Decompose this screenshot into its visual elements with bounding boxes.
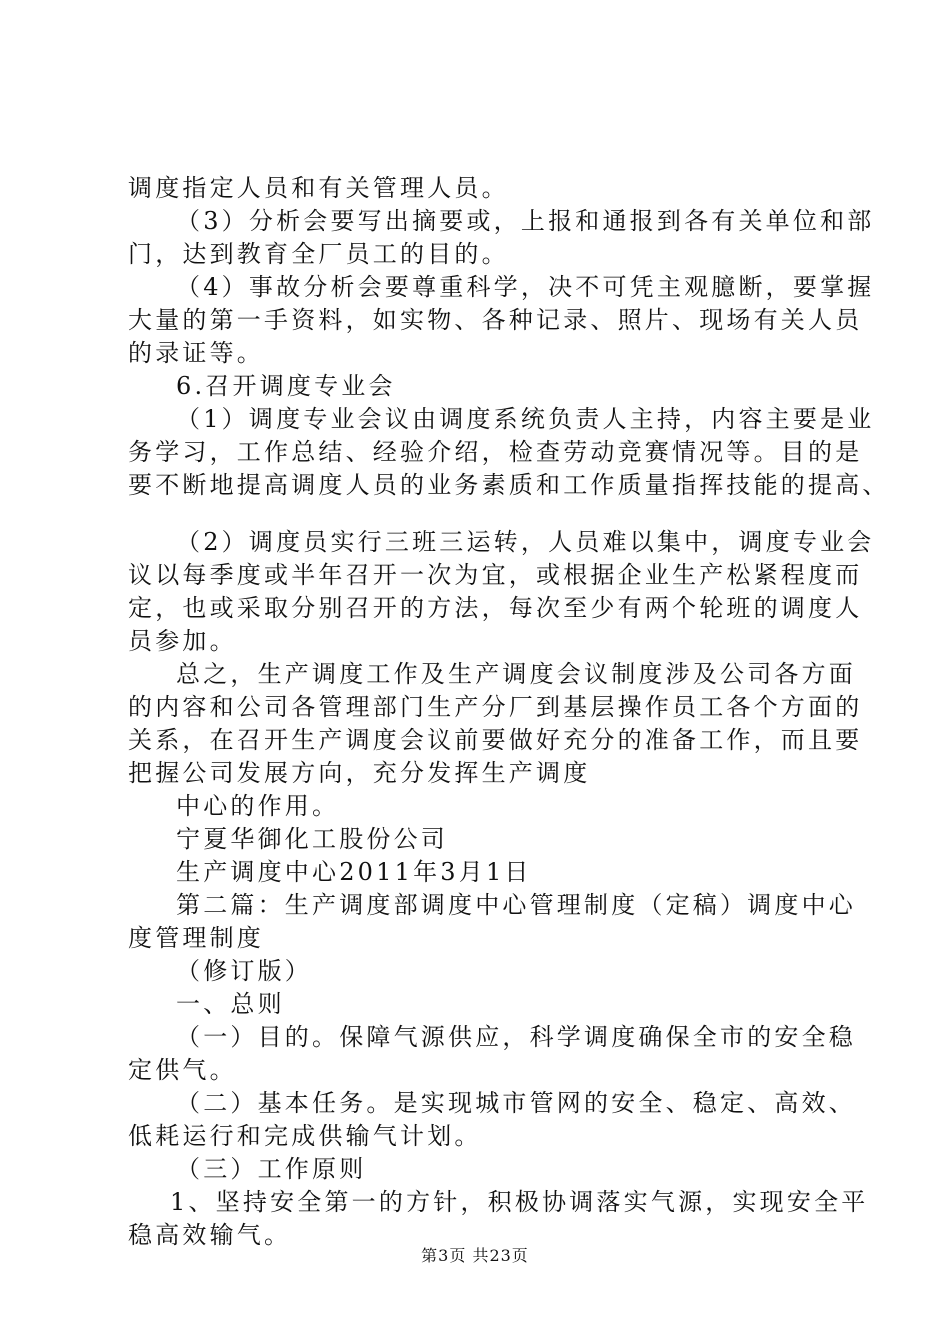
page-number: 第3页 共23页 xyxy=(421,1246,529,1265)
section-heading: 6.召开调度专业会 xyxy=(176,372,396,400)
company-name: 宁夏华御化工股份公司 xyxy=(176,825,448,853)
body-line: 员参加。 xyxy=(128,627,237,655)
paragraph-gap xyxy=(128,502,828,526)
date-line: 生产调度中心2011年3月1日 xyxy=(176,858,532,886)
body-line: （二）基本任务。是实现城市管网的安全、稳定、高效、 xyxy=(176,1089,856,1117)
body-line: 门，达到教育全厂员工的目的。 xyxy=(128,240,509,268)
body-line: 务学习，工作总结、经验介绍，检查劳动竞赛情况等。目的是 xyxy=(128,438,863,466)
body-line: （1）调度专业会议由调度系统负责人主持，内容主要是业 xyxy=(176,405,875,433)
body-line: （2）调度员实行三班三运转，人员难以集中，调度专业会 xyxy=(176,528,875,556)
section-heading: 一、总则 xyxy=(176,990,285,1018)
body-line: 低耗运行和完成供输气计划。 xyxy=(128,1122,482,1150)
section-heading: （三）工作原则 xyxy=(176,1155,367,1183)
chapter-heading: 第二篇：生产调度部调度中心管理制度（定稿）调度中心 xyxy=(176,891,856,919)
body-line: 定，也或采取分别召开的方法，每次至少有两个轮班的调度人 xyxy=(128,594,863,622)
body-line: 大量的第一手资料，如实物、各种记录、照片、现场有关人员 xyxy=(128,306,863,334)
body-line: 1、坚持安全第一的方针，积极协调落实气源，实现安全平 xyxy=(170,1188,869,1216)
body-line: （一）目的。保障气源供应，科学调度确保全市的安全稳 xyxy=(176,1023,856,1051)
chapter-heading-cont: 度管理制度 xyxy=(128,924,264,952)
body-line: （4）事故分析会要尊重科学，决不可凭主观臆断，要掌握 xyxy=(176,273,875,301)
body-line: 调度指定人员和有关管理人员。 xyxy=(128,174,509,202)
body-line: 把握公司发展方向，充分发挥生产调度 xyxy=(128,759,591,787)
body-line: 议以每季度或半年召开一次为宜，或根据企业生产松紧程度而 xyxy=(128,561,863,589)
body-line: 稳高效输气。 xyxy=(128,1221,292,1249)
body-line: 定供气。 xyxy=(128,1056,237,1084)
subtitle: （修订版） xyxy=(176,957,312,985)
body-line: 关系，在召开生产调度会议前要做好充分的准备工作，而且要 xyxy=(128,726,863,754)
body-line: 中心的作用。 xyxy=(176,792,340,820)
body-line: （3）分析会要写出摘要或，上报和通报到各有关单位和部 xyxy=(176,207,875,235)
body-line: 要不断地提高调度人员的业务素质和工作质量指挥技能的提高、 xyxy=(128,471,890,499)
body-line: 的录证等。 xyxy=(128,339,264,367)
body-line: 总之，生产调度工作及生产调度会议制度涉及公司各方面 xyxy=(176,660,856,688)
document-body xyxy=(128,172,890,1252)
body-line: 的内容和公司各管理部门生产分厂到基层操作员工各个方面的 xyxy=(128,693,863,721)
